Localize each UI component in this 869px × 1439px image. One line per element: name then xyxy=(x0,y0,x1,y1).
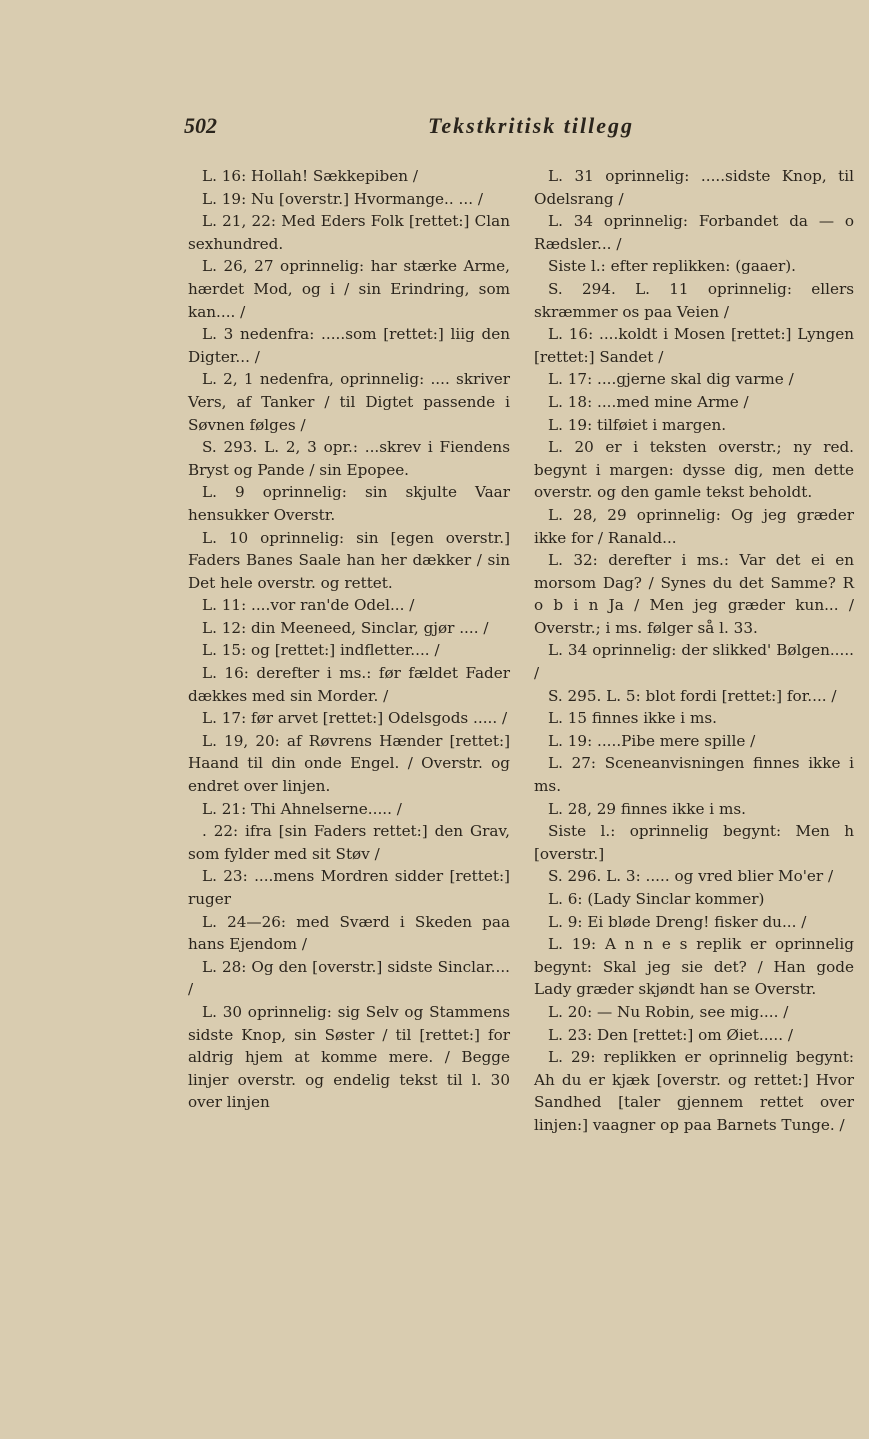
note-paragraph: L. 19: tilføiet i margen. xyxy=(548,415,727,434)
note-paragraph: L. 31 oprinnelig: .....sidste Knop, til Odelsrang / xyxy=(534,167,854,208)
note-paragraph: L. 19, 20: af Røvrens Hænder [rettet:] Haand til din onde Engel. / Overstr. og endret over linjen. xyxy=(188,731,510,796)
note-paragraph: L. 24—26: med Sværd i Skeden paa hans Ejendom / xyxy=(188,912,510,954)
note-paragraph: L. 17: ....gjerne skal dig varme / xyxy=(548,370,794,389)
note-paragraph: L. 3 nedenfra: .....som [rettet:] liig den Digter... / xyxy=(188,325,510,366)
note-paragraph: L. 12: din Meeneed, Sinclar, gjør .... / xyxy=(202,618,489,637)
note-paragraph: L. 29: replikken er oprinnelig begynt: Ah du er kjæk [overstr. og rettet:] Hvor Sandhed [taler gjennem rettet over linjen:] vaagner op paa Barnets Tunge. / xyxy=(534,1048,854,1134)
note-paragraph: L. 23: Den [rettet:] om Øiet..... / xyxy=(548,1025,793,1044)
note-paragraph: L. 32: derefter i ms.: Var det ei en morsom Dag? / Synes du det Samme? R o b i n Ja / Men jeg græder kun... / Overstr.; i ms. følger så l. 33. xyxy=(534,551,854,637)
note-paragraph: L. 23: ....mens Mordren sidder [rettet:] ruger xyxy=(188,867,510,908)
note-paragraph: L. 11: ....vor ran'de Odel... / xyxy=(202,596,415,615)
note-paragraph: Siste l.: oprinnelig begynt: Men h [overstr.] xyxy=(534,822,854,863)
note-paragraph: S. 295. L. 5: blot fordi [rettet:] for.... / xyxy=(548,686,837,705)
note-paragraph: L. 16: derefter i ms.: før fældet Fader dækkes med sin Morder. / xyxy=(188,664,510,705)
note-paragraph: L. 30 oprinnelig: sig Selv og Stammens sidste Knop, sin Søster / til [rettet:] for aldrig hjem at komme mere. / Begge linjer overstr. og endelig tekst til l. 30 over linjen xyxy=(188,1002,510,1112)
note-paragraph: L. 28: Og den [overstr.] sidste Sinclar.... / xyxy=(188,957,510,999)
note-paragraph: L. 26, 27 oprinnelig: har stærke Arme, hærdet Mod, og i / sin Erindring, som kan.... / xyxy=(188,257,510,321)
note-paragraph: L. 21: Thi Ahnelserne..... / xyxy=(202,799,402,818)
note-paragraph: L. 15 finnes ikke i ms. xyxy=(548,709,717,728)
note-paragraph: L. 6: (Lady Sinclar kommer) xyxy=(548,890,765,908)
note-paragraph: L. 20 er i teksten overstr.; ny red. begynt i margen: dysse dig, men dette overstr. og den gamle tekst beholdt. xyxy=(534,438,854,502)
note-paragraph: L. 21, 22: Med Eders Folk [rettet:] Clan sexhundred. xyxy=(188,212,510,253)
right-column xyxy=(534,165,854,1137)
note-paragraph: L. 19: A n n e s replik er oprinnelig begynt: Skal jeg sie det? / Han gode Lady græder skjøndt han se Overstr. xyxy=(534,935,854,999)
note-paragraph: L. 16: ....koldt i Mosen [rettet:] Lyngen [rettet:] Sandet / xyxy=(534,325,854,366)
note-paragraph: Siste l.: efter replikken: (gaaer). xyxy=(548,257,796,276)
note-paragraph: L. 17: før arvet [rettet:] Odelsgods ..... / xyxy=(202,709,508,728)
page-number: 502 xyxy=(184,113,217,138)
note-paragraph: L. 2, 1 nedenfra, oprinnelig: .... skriver Vers, af Tanker / til Digtet passende i Søvnen følges / xyxy=(188,370,510,434)
note-paragraph: L. 28, 29 finnes ikke i ms. xyxy=(548,799,746,818)
note-paragraph: S. 296. L. 3: ..... og vred blier Mo'er / xyxy=(548,867,834,886)
page-header xyxy=(184,113,634,149)
note-paragraph: L. 16: Hollah! Sækkepiben / xyxy=(202,167,418,185)
note-paragraph: S. 293. L. 2, 3 opr.: ...skrev i Fiendens Bryst og Pande / sin Epopee. xyxy=(188,438,510,479)
note-paragraph: L. 15: og [rettet:] indfletter.... / xyxy=(202,641,440,660)
note-paragraph: L. 19: .....Pibe mere spille / xyxy=(548,731,756,750)
note-paragraph: L. 34 oprinnelig: der slikked' Bølgen..... / xyxy=(534,641,854,683)
note-paragraph: S. 294. L. 11 oprinnelig: ellers skræmmer os paa Veien / xyxy=(534,279,854,321)
note-paragraph: L. 19: Nu [overstr.] Hvormange.. ... / xyxy=(202,189,483,208)
note-paragraph: L. 20: — Nu Robin, see mig.... / xyxy=(548,1002,789,1021)
note-paragraph: L. 28, 29 oprinnelig: Og jeg græder ikke for / Ranald... xyxy=(534,505,854,547)
note-paragraph: L. 9: Ei bløde Dreng! fisker du... / xyxy=(548,912,807,931)
note-paragraph: . 22: ifra [sin Faders rettet:] den Grav, som fylder med sit Støv / xyxy=(188,822,510,863)
note-paragraph: L. 18: ....med mine Arme / xyxy=(548,392,749,411)
note-paragraph: L. 34 oprinnelig: Forbandet da — o Rædsler... / xyxy=(534,212,854,253)
running-title: Tekstkritisk tillegg xyxy=(427,113,634,138)
note-paragraph: L. 10 oprinnelig: sin [egen overstr.] Faders Banes Saale han her dækker / sin Det hele overstr. og rettet. xyxy=(188,528,510,592)
note-paragraph: L. 27: Sceneanvisningen finnes ikke i ms. xyxy=(534,754,854,796)
note-paragraph: L. 9 oprinnelig: sin skjulte Vaar hensukker Overstr. xyxy=(188,483,510,524)
left-column xyxy=(188,165,510,1114)
